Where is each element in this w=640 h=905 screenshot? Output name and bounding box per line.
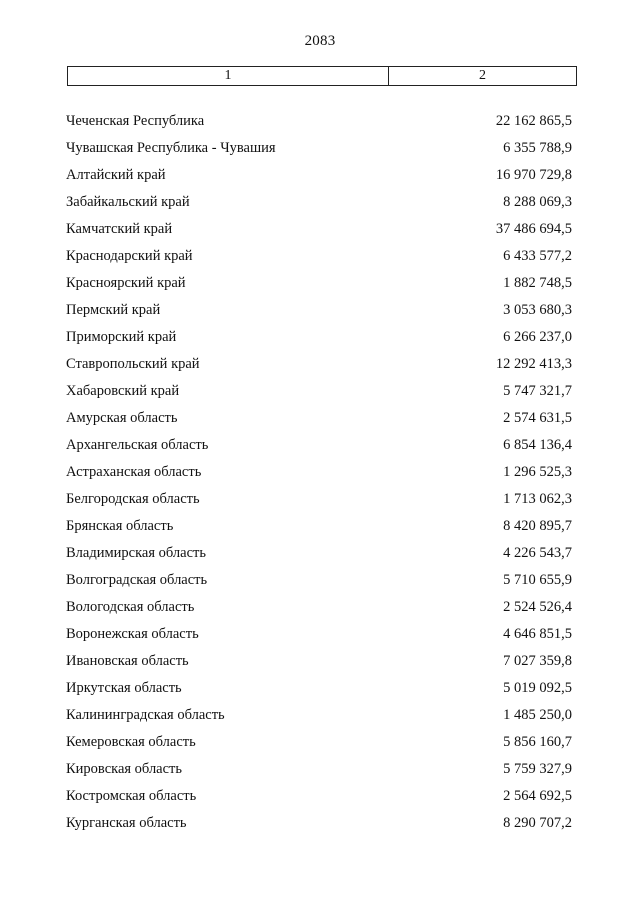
region-value: 37 486 694,5	[495, 221, 572, 237]
table-row	[0, 299, 640, 326]
region-value: 5 710 655,9	[503, 572, 572, 588]
table-row	[0, 110, 640, 137]
region-value: 5 856 160,7	[503, 734, 572, 750]
region-name: Белгородская область	[66, 491, 200, 507]
table-row	[0, 326, 640, 353]
region-name: Волгоградская область	[66, 572, 208, 588]
region-value: 6 266 237,0	[503, 329, 572, 345]
region-value: 1 296 525,3	[503, 464, 572, 480]
region-value: 8 290 707,2	[503, 815, 572, 831]
region-name: Ставропольский край	[66, 356, 200, 372]
table-header	[67, 66, 577, 86]
table-row	[0, 245, 640, 272]
table-row	[0, 569, 640, 596]
table-row	[0, 353, 640, 380]
table-row	[0, 434, 640, 461]
region-value: 7 027 359,8	[503, 653, 572, 669]
region-name: Вологодская область	[66, 599, 195, 615]
region-value: 2 564 692,5	[503, 788, 572, 804]
table-row	[0, 272, 640, 299]
table-row	[0, 785, 640, 812]
region-name: Астраханская область	[66, 464, 202, 480]
region-name: Краснодарский край	[66, 248, 193, 264]
table-row	[0, 380, 640, 407]
region-value: 4 226 543,7	[503, 545, 572, 561]
region-name: Забайкальский край	[66, 194, 190, 210]
table-row	[0, 731, 640, 758]
table-row	[0, 677, 640, 704]
region-value: 16 970 729,8	[495, 167, 572, 183]
region-name: Чувашская Республика - Чувашия	[66, 140, 276, 156]
region-name: Чеченская Республика	[66, 113, 205, 129]
region-name: Камчатский край	[66, 221, 173, 237]
region-name: Курганская область	[66, 815, 187, 831]
region-name: Приморский край	[66, 329, 177, 345]
region-value: 6 433 577,2	[503, 248, 572, 264]
region-name: Хабаровский край	[66, 383, 180, 399]
region-value: 1 882 748,5	[503, 275, 572, 291]
table-row	[0, 515, 640, 542]
table-body	[0, 110, 640, 839]
column-header-2: 2	[479, 68, 486, 83]
table-row	[0, 542, 640, 569]
table-row	[0, 650, 640, 677]
region-value: 1 713 062,3	[503, 491, 572, 507]
region-name: Амурская область	[66, 410, 178, 426]
region-value: 8 420 895,7	[503, 518, 572, 534]
region-name: Владимирская область	[66, 545, 206, 561]
region-value: 8 288 069,3	[503, 194, 572, 210]
table-row	[0, 596, 640, 623]
table-row	[0, 623, 640, 650]
table-row	[0, 758, 640, 785]
table-row	[0, 137, 640, 164]
region-value: 1 485 250,0	[503, 707, 572, 723]
region-value: 12 292 413,3	[495, 356, 572, 372]
region-name: Алтайский край	[66, 167, 166, 183]
region-value: 4 646 851,5	[503, 626, 572, 642]
region-name: Архангельская область	[66, 437, 209, 453]
region-value: 2 574 631,5	[503, 410, 572, 426]
region-name: Брянская область	[66, 518, 174, 534]
page-number: 2083	[304, 33, 336, 49]
region-name: Ивановская область	[66, 653, 189, 669]
table-row	[0, 488, 640, 515]
region-name: Калининградская область	[66, 707, 225, 723]
region-name: Пермский край	[66, 302, 161, 318]
region-value: 5 019 092,5	[503, 680, 572, 696]
region-name: Костромская область	[66, 788, 197, 804]
table-row	[0, 812, 640, 839]
table-row	[0, 704, 640, 731]
table-row	[0, 218, 640, 245]
table-row	[0, 164, 640, 191]
region-name: Кировская область	[66, 761, 183, 777]
region-value: 3 053 680,3	[503, 302, 572, 318]
region-name: Красноярский край	[66, 275, 186, 291]
region-value: 5 759 327,9	[503, 761, 572, 777]
region-value: 6 854 136,4	[503, 437, 572, 453]
region-value: 5 747 321,7	[503, 383, 572, 399]
region-name: Кемеровская область	[66, 734, 196, 750]
region-value: 6 355 788,9	[503, 140, 572, 156]
column-header-1: 1	[68, 67, 389, 85]
table-row	[0, 191, 640, 218]
region-value: 22 162 865,5	[495, 113, 572, 129]
table-row	[0, 407, 640, 434]
region-value: 2 524 526,4	[503, 599, 572, 615]
region-name: Воронежская область	[66, 626, 199, 642]
region-name: Иркутская область	[66, 680, 182, 696]
table-row	[0, 461, 640, 488]
